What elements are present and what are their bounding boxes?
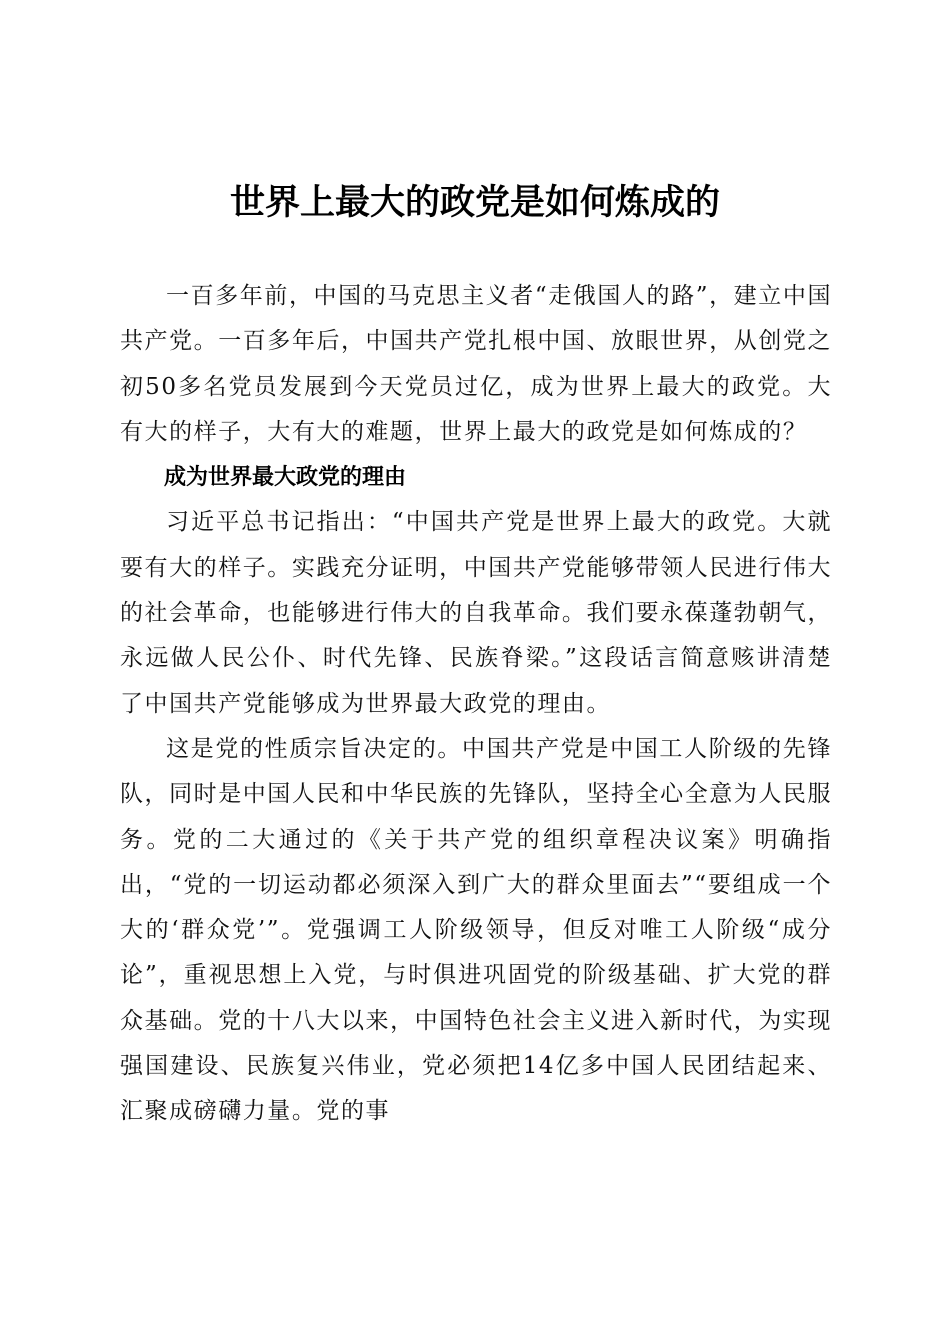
section-heading: 成为世界最大政党的理由 bbox=[164, 465, 407, 491]
paragraph-intro: 一百多年前，中国的马克思主义者“走俄国人的路”，建立中国共产党。一百多年后，中国共产党扎根中国、放眼世界，从创党之初50多名党员发展到今天党员过亿，成为世界上最大的政党。大有大的样子，大有大的难题，世界上最大的政党是如何炼成的？ bbox=[120, 283, 832, 445]
paragraph-quote: 习近平总书记指出：“中国共产党是世界上最大的政党。大就要有大的样子。实践充分证明，中国共产党能够带领人民进行伟大的社会革命，也能够进行伟大的自我革命。我们要永葆蓬勃朝气，永远做人民公仆、时代先锋、民族脊梁。”这段话言简意赅讲清楚了中国共产党能够成为世界最大政党的理由。 bbox=[120, 509, 832, 717]
document-body bbox=[120, 274, 832, 1135]
paragraph-nature: 这是党的性质宗旨决定的。中国共产党是中国工人阶级的先锋队，同时是中国人民和中华民族的先锋队，坚持全心全意为人民服务。党的二大通过的《关于共产党的组织章程决议案》明确指出，“党的一切运动都必须深入到广大的群众里面去”“要组成一个大的‘群众党’”。党强调工人阶级领导，但反对唯工人阶级“成分论”，重视思想上入党，与时俱进巩固党的阶级基础、扩大党的群众基础。党的十八大以来，中国特色社会主义进入新时代，为实现强国建设、民族复兴伟业，党必须把14亿多中国人民团结起来、汇聚成磅礴力量。党的事 bbox=[120, 735, 832, 1125]
document-title: 世界上最大的政党是如何炼成的 bbox=[229, 182, 720, 223]
